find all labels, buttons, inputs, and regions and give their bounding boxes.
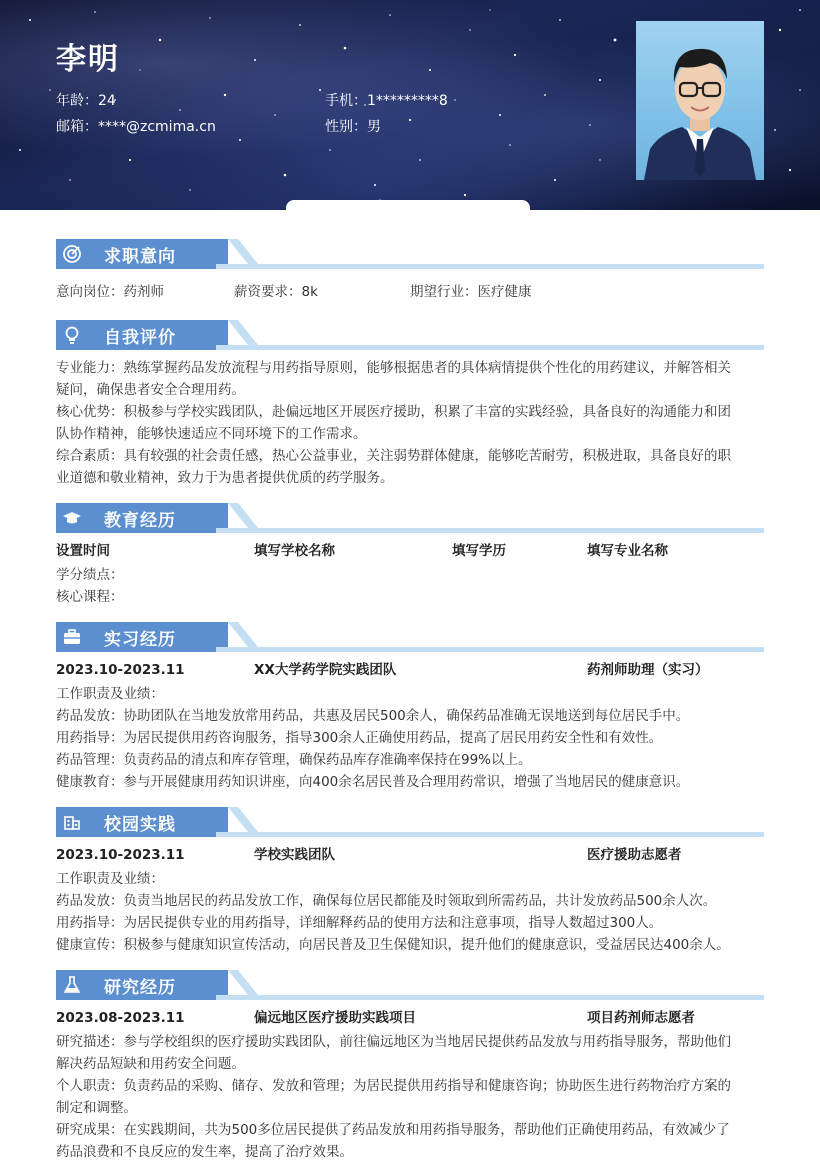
internship-date: 2023.10-2023.11 [56, 662, 185, 678]
position-label: 意向岗位： [56, 284, 124, 300]
section-underline [216, 345, 764, 350]
campus-line: 健康宣传：积极参与健康知识宣传活动，向居民普及卫生保健知识，提升他们的健康意识，受益居民达400余人。 [56, 937, 730, 953]
age-field [56, 90, 116, 110]
campus-duty-label: 工作职责及业绩： [56, 871, 164, 887]
section-self-eval [56, 320, 764, 352]
campus-details [56, 868, 766, 956]
avatar [636, 21, 764, 180]
email-label: 邮箱： [56, 119, 98, 135]
research-details [56, 1031, 766, 1160]
email-value: ****@zcmima.cn [98, 119, 216, 135]
self-eval-line: 疑问，确保患者安全合理用药。 [56, 382, 245, 398]
research-role: 项目药剂师志愿者 [587, 1010, 695, 1026]
education-major: 填写专业名称 [587, 543, 668, 559]
campus-date: 2023.10-2023.11 [56, 847, 185, 863]
self-eval-text [56, 357, 766, 489]
internship-duty-label: 工作职责及业绩： [56, 686, 164, 702]
industry-field [410, 281, 532, 303]
self-eval-line: 队协作精神，能够快速适应不同环境下的工作需求。 [56, 426, 367, 442]
section-underline [216, 264, 764, 269]
internship-role: 药剂师助理（实习） [587, 662, 709, 678]
section-title: 校园实践 [104, 815, 176, 835]
research-line: 研究成果：在实践期间，共为500多位居民提供了药品发放和用药指导服务，帮助他们正确使用药品，有效减少了 [56, 1122, 730, 1138]
section-underline [216, 832, 764, 837]
internship-line: 药品管理：负责药品的清点和库存管理，确保药品库存准确率保持在99%以上。 [56, 752, 532, 768]
gender-label: 性别： [325, 119, 367, 135]
section-underline [216, 647, 764, 652]
graduation-cap-icon [62, 508, 82, 528]
resume-header [0, 0, 820, 210]
research-line: 解决药品短缺和用药安全问题。 [56, 1056, 245, 1072]
flask-icon [62, 975, 82, 995]
internship-line: 用药指导：为居民提供用药咨询服务，指导300余人正确使用药品，提高了居民用药安全性和有效性。 [56, 730, 663, 746]
section-title: 自我评价 [104, 328, 176, 348]
email-field [56, 116, 216, 136]
position-value: 药剂师 [123, 284, 164, 300]
internship-line: 健康教育：参与开展健康用药知识讲座，向400余名居民普及合理用药常识，增强了当地居民的健康意识。 [56, 774, 690, 790]
education-degree: 填写学历 [452, 543, 506, 559]
phone-field [325, 90, 448, 110]
section-job-intent [56, 239, 764, 271]
candidate-name: 李明 [56, 42, 120, 77]
internship-line: 药品发放：协助团队在当地发放常用药品，共惠及居民500余人，确保药品准确无误地送到每位居民手中。 [56, 708, 690, 724]
campus-org: 学校实践团队 [254, 847, 335, 863]
campus-line: 药品发放：负责当地居民的药品发放工作，确保每位居民都能及时领取到所需药品，共计发放药品500余人次。 [56, 893, 717, 909]
section-title: 研究经历 [104, 978, 176, 998]
gpa-field: 学分绩点： [56, 567, 124, 583]
self-eval-line: 专业能力：熟练掌握药品发放流程与用药指导原则，能够根据患者的具体病情提供个性化的用药建议，并解答相关 [56, 360, 731, 376]
self-eval-line: 综合素质：具有较强的社会责任感，热心公益事业，关注弱势群体健康，能够吃苦耐劳，积极进取，具备良好的职 [56, 448, 731, 464]
section-education [56, 503, 764, 535]
research-org: 偏远地区医疗援助实践项目 [254, 1010, 416, 1026]
education-time: 设置时间 [56, 543, 110, 559]
salary-label: 薪资要求： [234, 284, 302, 300]
idea-icon [62, 325, 82, 345]
position-field [56, 281, 164, 303]
section-title: 教育经历 [104, 511, 176, 531]
industry-label: 期望行业： [410, 284, 478, 300]
self-eval-line: 业道德和敬业精神，致力于为患者提供优质的药学服务。 [56, 470, 394, 486]
section-underline [216, 528, 764, 533]
section-internship [56, 622, 764, 654]
section-research [56, 970, 764, 1002]
section-title: 实习经历 [104, 630, 176, 650]
courses-field: 核心课程： [56, 589, 124, 605]
research-line: 研究描述：参与学校组织的医疗援助实践团队，前往偏远地区为当地居民提供药品发放与用药指导服务，帮助他们 [56, 1034, 731, 1050]
industry-value: 医疗健康 [477, 284, 532, 300]
internship-details [56, 683, 766, 793]
section-campus [56, 807, 764, 839]
phone-label: 手机： [325, 93, 367, 109]
campus-line: 用药指导：为居民提供专业的用药指导，详细解释药品的使用方法和注意事项，指导人数超过300人。 [56, 915, 663, 931]
age-value: 24 [98, 93, 116, 109]
salary-value: 8k [301, 284, 318, 300]
research-line: 个人职责：负责药品的采购、储存、发放和管理；为居民提供用药指导和健康咨询；协助医生进行药物治疗方案的 [56, 1078, 731, 1094]
campus-role: 医疗援助志愿者 [587, 847, 682, 863]
section-underline [216, 995, 764, 1000]
gender-field [325, 116, 381, 136]
section-title: 求职意向 [104, 247, 176, 267]
research-line: 药品浪费和不良反应的发生率，提高了治疗效果。 [56, 1144, 353, 1160]
research-date: 2023.08-2023.11 [56, 1010, 185, 1026]
self-eval-line: 核心优势：积极参与学校实践团队，赴偏远地区开展医疗援助，积累了丰富的实践经验，具备良好的沟通能力和团 [56, 404, 731, 420]
building-icon [62, 812, 82, 832]
age-label: 年龄： [56, 93, 98, 109]
education-school: 填写学校名称 [254, 543, 335, 559]
gender-value: 男 [367, 119, 381, 135]
research-line: 制定和调整。 [56, 1100, 137, 1116]
phone-value: 1*********8 [367, 93, 448, 109]
briefcase-icon [62, 627, 82, 647]
header-notch [286, 200, 530, 210]
salary-field [234, 281, 318, 303]
target-icon [62, 244, 82, 264]
header-divider [0, 210, 820, 216]
internship-org: XX大学药学院实践团队 [254, 662, 397, 678]
